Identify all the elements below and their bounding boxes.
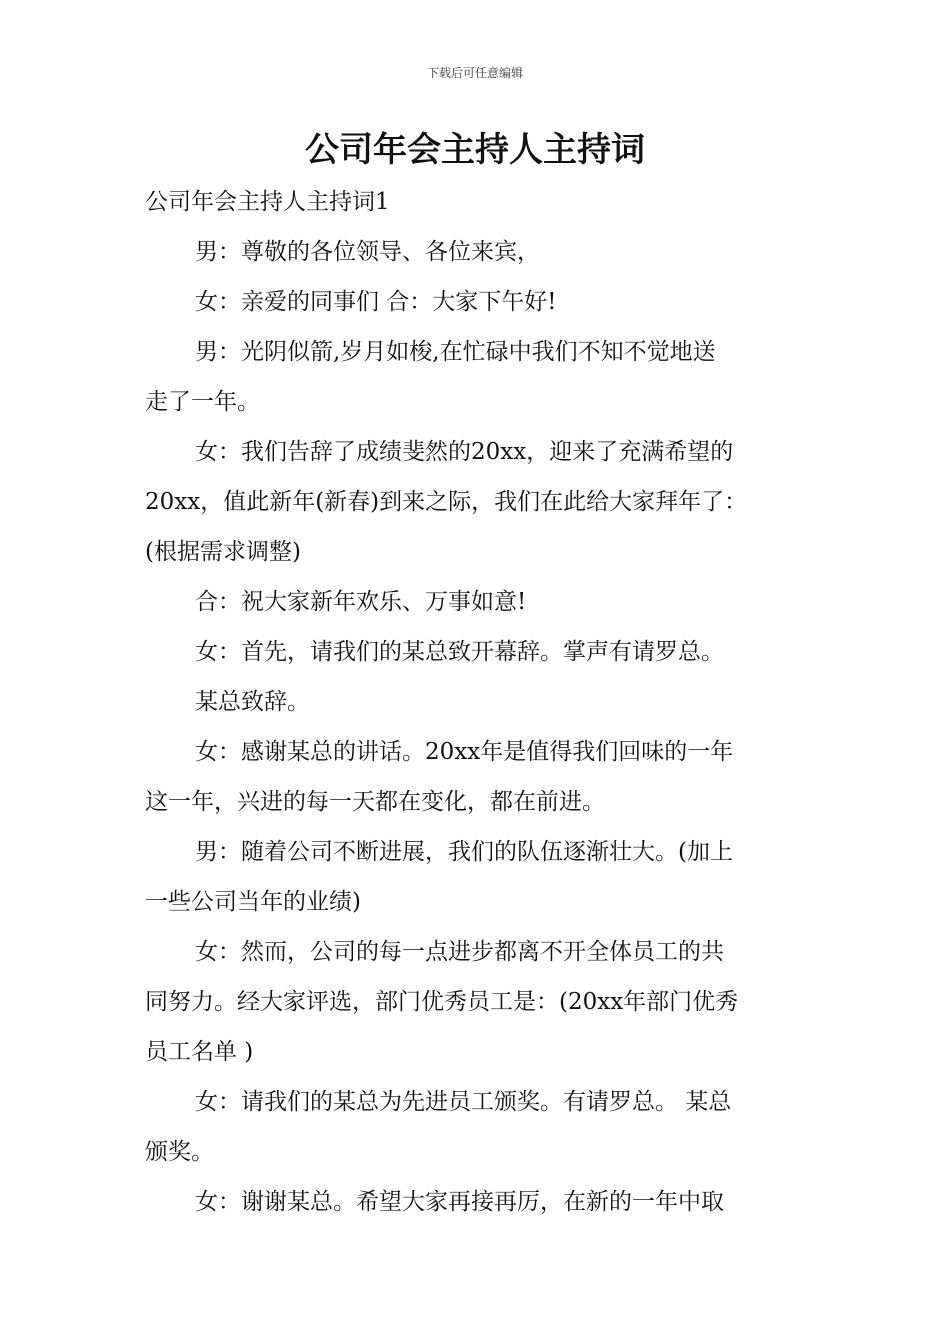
body-line: 某总致辞。 xyxy=(195,689,310,715)
body-line: 男：随着公司不断进展，我们的队伍逐渐壮大。(加上 xyxy=(195,839,733,865)
body-line: 女：请我们的某总为先进员工颁奖。有请罗总。 某总 xyxy=(195,1089,732,1115)
body-line: 合：祝大家新年欢乐、万事如意! xyxy=(195,589,527,615)
body-line: 女：亲爱的同事们 合：大家下午好! xyxy=(195,289,557,315)
body-line: 男：光阴似箭,岁月如梭,在忙碌中我们不知不觉地送 xyxy=(195,339,716,365)
body-line: 男：尊敬的各位领导、各位来宾， xyxy=(195,239,540,265)
body-line: 员工名单 ) xyxy=(145,1039,254,1065)
body-line: 20xx，值此新年(新春)到来之际，我们在此给大家拜年了： xyxy=(145,489,748,515)
body-line: 一些公司当年的业绩) xyxy=(145,889,361,915)
body-line: 这一年，兴进的每一天都在变化，都在前进。 xyxy=(145,789,605,815)
document-title: 公司年会主持人主持词 xyxy=(305,130,645,170)
body-line: 同努力。经大家评选，部门优秀员工是：(20xx年部门优秀 xyxy=(145,989,739,1015)
body-line: 女：我们告辞了成绩斐然的20xx，迎来了充满希望的 xyxy=(195,439,734,465)
body-line: 女：谢谢某总。希望大家再接再厉，在新的一年中取 xyxy=(195,1189,724,1215)
body-line: 女：首先，请我们的某总致开幕辞。掌声有请罗总。 xyxy=(195,639,724,665)
body-line: 女：感谢某总的讲话。20xx年是值得我们回味的一年 xyxy=(195,739,734,765)
body-line: 女：然而，公司的每一点进步都离不开全体员工的共 xyxy=(195,939,724,965)
header-note: 下载后可任意编辑 xyxy=(426,66,523,80)
body-line: 走了一年。 xyxy=(145,389,260,415)
body-line: 颁奖。 xyxy=(145,1139,214,1165)
body-line: 公司年会主持人主持词1 xyxy=(145,189,390,215)
body-line: (根据需求调整) xyxy=(145,539,301,565)
document-body xyxy=(145,177,820,1227)
